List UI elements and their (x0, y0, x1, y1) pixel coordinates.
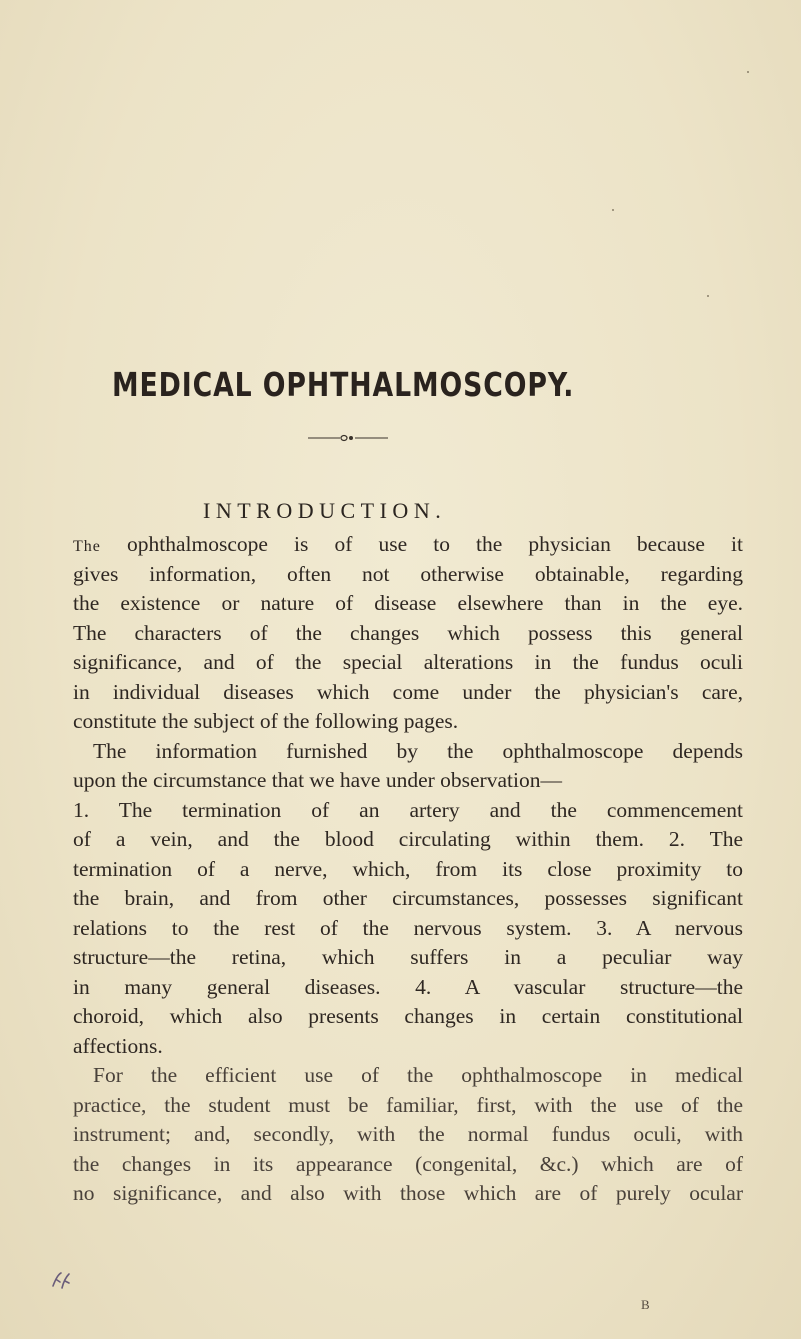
text-line: The information furnished by the ophthalmoscope depends (93, 738, 743, 763)
text-line: practice, the student must be familiar, first, with the use of the (73, 1092, 743, 1117)
text-line: choroid, which also presents changes in certain constitutional (73, 1004, 743, 1028)
book-title: MEDICAL OPHTHALMOSCOPY. (112, 365, 575, 404)
text-line: The ophthalmoscope is of use to the physician because it (73, 532, 744, 556)
text-line: the changes in its appearance (congenital, &c.) which are of (73, 1151, 743, 1176)
section-heading: INTRODUCTION. (203, 498, 447, 523)
text-line: For the efficient use of the ophthalmoscope in medical (93, 1063, 743, 1087)
paper-speck (707, 295, 709, 297)
text-line: constitute the subject of the following pages. (73, 709, 459, 733)
text-line: in individual diseases which come under the physician's care, (73, 679, 743, 704)
text-line: the existence or nature of disease elsewhere than in the eye. (73, 591, 743, 615)
text-line: no significance, and also with those which are of purely ocular (73, 1181, 743, 1205)
text-line: relations to the rest of the nervous system. 3. A nervous (73, 915, 743, 940)
text-line: upon the circumstance that we have under observation— (73, 768, 562, 792)
text-line: gives information, often not otherwise obtainable, regarding (73, 561, 743, 586)
text-line: 1. The termination of an artery and the commencement (73, 797, 743, 822)
text-line: instrument; and, secondly, with the normal fundus oculi, with (73, 1122, 743, 1146)
signature-mark: B (641, 1297, 650, 1312)
drop-word: The (73, 538, 101, 555)
text-line: structure—the retina, which suffers in a peculiar way (73, 945, 743, 969)
paragraph-1 (73, 530, 743, 737)
paper-speck (747, 71, 749, 73)
text-line: significance, and of the special alterations in the fundus oculi (73, 650, 743, 674)
paragraph-3 (73, 1061, 743, 1209)
paper-speck (612, 209, 614, 211)
text-line: termination of a nerve, which, from its close proximity to (73, 856, 743, 881)
paragraph-2 (73, 737, 743, 1062)
text-line: the brain, and from other circumstances, possesses significant (73, 886, 743, 910)
text-line: The characters of the changes which possess this general (73, 620, 743, 645)
ornament-divider (308, 433, 388, 443)
text-line: of a vein, and the blood circulating within them. 2. The (73, 827, 743, 851)
handwritten-margin-mark (50, 1268, 74, 1292)
text-line: affections. (73, 1033, 163, 1058)
text-line: in many general diseases. 4. A vascular structure—the (73, 974, 743, 999)
